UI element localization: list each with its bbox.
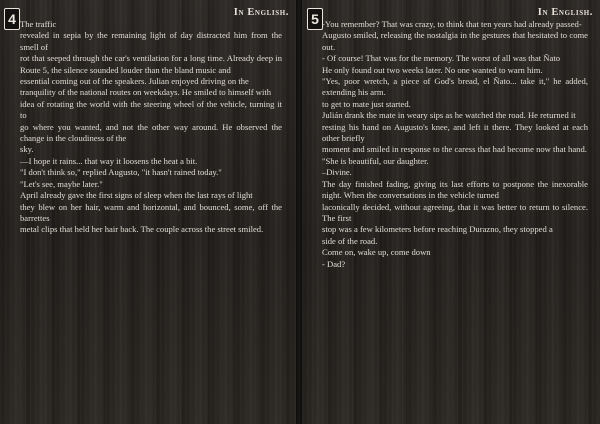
text-line: idea of rotating the world with the steering wheel of the vehicle, turning it to [20,98,282,121]
text-line: "Let's see, maybe later." [20,178,103,189]
text-line: "Yes, poor wretch, a piece of God's bread, el Ñato... take it," he added, extending his arm. [322,76,588,98]
text-line: - Of course! That was for the memory. The worst of all was that Ñato [322,53,561,64]
text-line: Come on, wake up, come down [322,247,431,258]
running-header: In English. [233,7,289,18]
text-line: Julián drank the mate in weary sips as he watched the road. He returned it [322,110,576,121]
text-line: to get to mate just started. [322,98,411,109]
text-line: rot that seeped through the car's ventilation for a long time. Already deep in Route 5, the silence sounded louder than the bland music and [20,53,282,75]
page-body-text [20,19,282,236]
text-line: The traffic [20,19,57,29]
text-line: stop was a few kilometers before reaching Durazno, they stopped a [322,224,553,235]
text-line: - Dad? [322,258,346,269]
text-line: essential coming out of the speakers. Julian enjoyed driving on the [20,76,249,87]
right-page [302,0,600,424]
text-line: April already gave the first signs of sleep when the last rays of light [20,190,253,201]
text-line: revealed in sepia by the remaining light of day distracted him from the smell of [20,30,282,52]
text-line: He only found out two weeks later. No one wanted to warn him. [322,64,543,75]
text-line: moment and smiled in response to the caress that had become now that hand. [322,144,587,155]
text-line: The day finished fading, giving its last efforts to postpone the inexorable night. When the conversations in the vehicle turned [322,178,588,201]
page-number: 4 [4,8,20,30]
text-line: go where you wanted, and not the other way around. He observed the change in the cloudiness of the [20,121,282,144]
running-header: In English. [537,7,593,18]
text-line: "She is beautiful, our daughter. [322,155,429,166]
text-line: resting his hand on Augusto's knee, and left it there. They looked at each other briefly [322,121,588,144]
text-line: side of the road. [322,235,378,246]
text-line: laconically decided, without agreeing, that it was better to return to silence. The first [322,201,588,223]
text-line: metal clips that held her hair back. The couple across the street smiled. [20,224,264,235]
page-body-text [322,19,588,270]
left-page [0,0,296,424]
page-number: 5 [307,8,323,30]
text-line: Augusto smiled, releasing the nostalgia in the gestures that hesitated to come out. [322,30,588,52]
text-line: tranquility of the national routes on weekdays. He smiled to himself with [20,87,272,98]
text-line: -You remember? That was crazy, to think that ten years had already passed- [322,19,582,29]
text-line: they blew on her hair, warm and horizontal, and bounced, some, off the barrettes [20,201,282,223]
text-line: –Divine. [322,167,352,178]
text-line: sky. [20,144,34,155]
text-line: "I don't think so," replied Augusto, "it hasn't rained today." [20,167,222,178]
text-line: —I hope it rains... that way it loosens the heat a bit. [20,155,198,166]
